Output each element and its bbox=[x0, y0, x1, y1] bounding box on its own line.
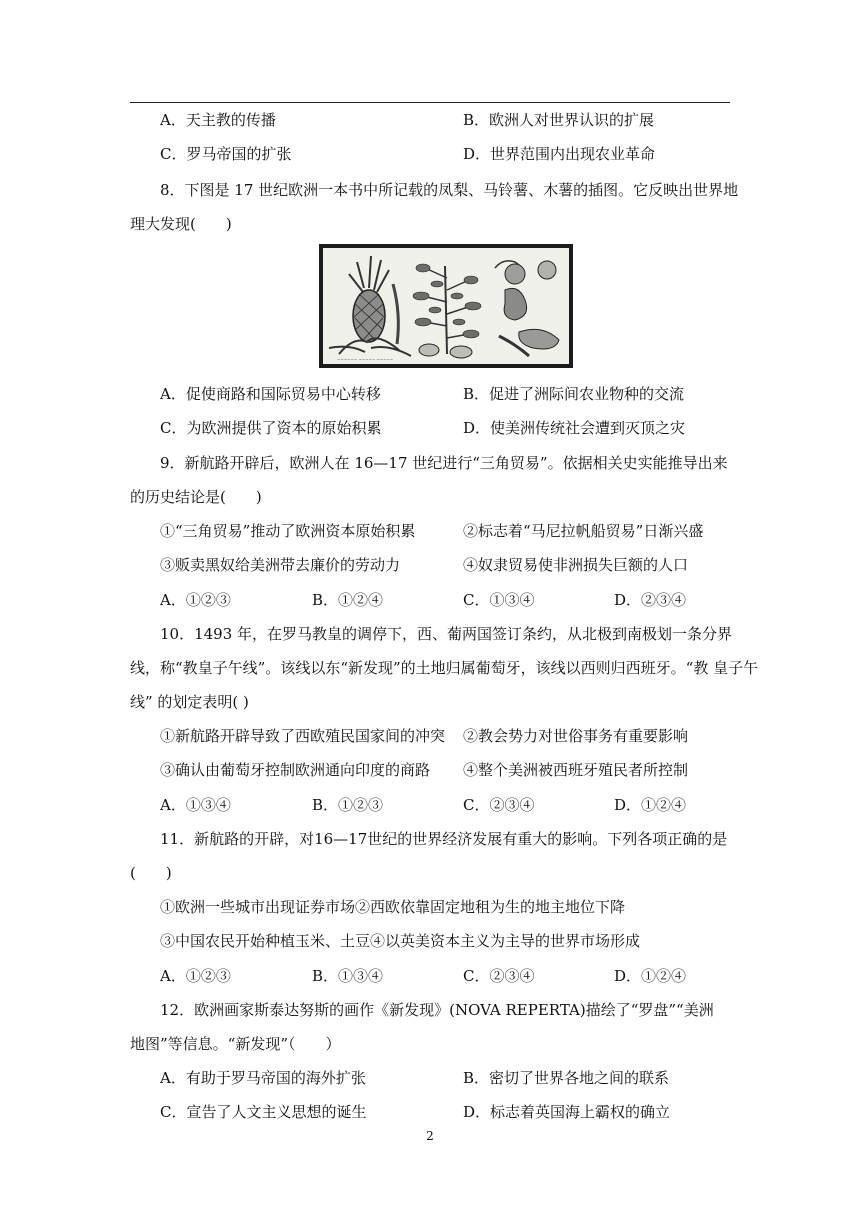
q9-option-c: C．①③④ bbox=[463, 591, 535, 609]
q9-option-d: D．②③④ bbox=[614, 591, 687, 609]
q11-statements-3-4: ③中国农民开始种植玉米、土豆④以英美资本主义为主导的世界市场形成 bbox=[160, 932, 641, 950]
q10-statement-2: ②教会势力对世俗事务有重要影响 bbox=[463, 727, 689, 745]
q7-option-d: D．世界范围内出现农业革命 bbox=[463, 145, 656, 163]
q10-option-d: D．①②④ bbox=[614, 796, 687, 814]
q10-option-b: B．①②③ bbox=[312, 796, 384, 814]
q9-option-b: B．①②④ bbox=[312, 591, 384, 609]
botanical-illustration bbox=[319, 244, 573, 368]
q10-stem-line1: 10．1493 年，在罗马教皇的调停下，西、葡两国签订条约，从北极到南极划一条分界 bbox=[160, 625, 733, 643]
q9-statement-1: ①“三角贸易”推动了欧洲资本原始积累 bbox=[160, 522, 416, 540]
q8-stem-line2: 理大发现( ) bbox=[130, 215, 232, 233]
q8-option-c: C．为欧洲提供了资本的原始积累 bbox=[160, 419, 382, 437]
svg-text:~~~~~~ ~~~~~ ~~~~~: ~~~~~~ ~~~~~ ~~~~~ bbox=[337, 357, 394, 362]
q9-statement-2: ②标志着“马尼拉帆船贸易”日渐兴盛 bbox=[463, 522, 704, 540]
q9-statement-4: ④奴隶贸易使非洲损失巨额的人口 bbox=[463, 556, 689, 574]
q10-option-c: C．②③④ bbox=[463, 796, 535, 814]
q8-option-a: A．促使商路和国际贸易中心转移 bbox=[160, 385, 381, 403]
q11-option-c: C．②③④ bbox=[463, 967, 535, 985]
q12-option-d: D．标志着英国海上霸权的确立 bbox=[463, 1103, 671, 1121]
q8-stem-line1: 8．下图是 17 世纪欧洲一本书中所记载的凤梨、马铃薯、木薯的插图。它反映出世界地 bbox=[160, 181, 739, 199]
q9-stem-line1: 9．新航路开辟后，欧洲人在 16—17 世纪进行“三角贸易”。依据相关史实能推导出来 bbox=[160, 454, 728, 472]
q12-option-b: B．密切了世界各地之间的联系 bbox=[463, 1069, 670, 1087]
q11-stem-line1: 11．新航路的开辟，对16—17世纪的世界经济发展有重大的影响。下列各项正确的是 bbox=[160, 830, 728, 848]
page-number: 2 bbox=[426, 1129, 434, 1143]
q11-option-b: B．①③④ bbox=[312, 967, 384, 985]
q10-stem-line2: 线，称“教皇子午线”。该线以东“新发现”的土地归属葡萄牙，该线以西则归西班牙。“教 皇子午 bbox=[130, 659, 759, 677]
q10-statement-3: ③确认由葡萄牙控制欧洲通向印度的商路 bbox=[160, 761, 431, 779]
q9-option-a: A．①②③ bbox=[160, 591, 231, 609]
q11-option-d: D．①②④ bbox=[614, 967, 687, 985]
q8-option-d: D．使美洲传统社会遭到灭顶之灾 bbox=[463, 419, 686, 437]
q10-statement-4: ④整个美洲被西班牙殖民者所控制 bbox=[463, 761, 689, 779]
q12-option-a: A．有助于罗马帝国的海外扩张 bbox=[160, 1069, 366, 1087]
q7-option-c: C．罗马帝国的扩张 bbox=[160, 145, 292, 163]
q9-statement-3: ③贩卖黑奴给美洲带去廉价的劳动力 bbox=[160, 556, 401, 574]
q8-option-b: B．促进了洲际间农业物种的交流 bbox=[463, 385, 685, 403]
q9-stem-line2: 的历史结论是( ) bbox=[130, 488, 262, 506]
q11-statements-1-2: ①欧洲一些城市出现证券市场②西欧依靠固定地租为生的地主地位下降 bbox=[160, 898, 626, 916]
q7-option-a: A．天主教的传播 bbox=[160, 111, 276, 129]
q12-option-c: C．宣告了人文主义思想的诞生 bbox=[160, 1103, 367, 1121]
q12-stem-line1: 12．欧洲画家斯泰达努斯的画作《新发现》(NOVA REPERTA)描绘了“罗盘”“美洲 bbox=[160, 1001, 714, 1019]
header-rule bbox=[130, 102, 730, 103]
q7-option-b: B．欧洲人对世界认识的扩展 bbox=[463, 111, 655, 129]
q12-stem-line2: 地图”等信息。“新发现”（ ） bbox=[130, 1035, 341, 1053]
q10-statement-1: ①新航路开辟导致了西欧殖民国家间的冲突 bbox=[160, 727, 446, 745]
q11-option-a: A．①②③ bbox=[160, 967, 231, 985]
q10-option-a: A．①③④ bbox=[160, 796, 231, 814]
q10-stem-line3: 线” 的划定表明( ) bbox=[130, 693, 249, 711]
q11-stem-line2: ( ) bbox=[130, 864, 172, 882]
